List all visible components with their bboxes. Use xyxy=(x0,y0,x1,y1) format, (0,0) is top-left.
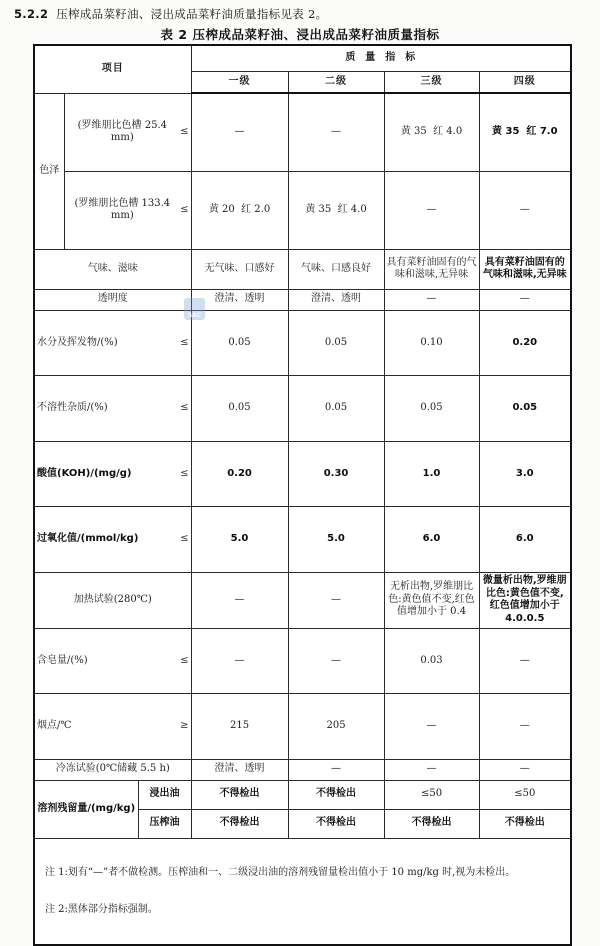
quality-header-cell: 质 量 指 标 xyxy=(191,45,571,71)
less-equal-sign: ≤ xyxy=(180,654,189,666)
value-cell: — xyxy=(191,93,288,171)
row-label: 酸值(KOH)/(mg/g) xyxy=(37,467,132,479)
value-cell: ≤50 xyxy=(479,780,571,809)
value-cell: 澄清、透明 xyxy=(288,289,384,310)
value-cell: — xyxy=(191,628,288,694)
value-cell: 0.10 xyxy=(384,310,479,376)
note-line-1: 注 1:划有“—”者不做检测。压榨油和一、二级浸出油的溶剂残留量检出值小于 10 mg/kg 时,视为未检出。 xyxy=(45,866,516,878)
table-row-acid-value xyxy=(34,441,571,507)
value-cell: 具有菜籽油固有的气味和滋味,无异味 xyxy=(479,249,571,289)
table-row-color-1 xyxy=(34,93,571,171)
greater-equal-sign: ≥ xyxy=(180,720,189,731)
table-row-impurity xyxy=(34,376,571,442)
row-sub-label: 压榨油 xyxy=(138,809,191,838)
value-cell: 黄 35 红 7.0 xyxy=(479,93,571,171)
value-cell: 无气味、口感好 xyxy=(191,249,288,289)
value-cell: 0.30 xyxy=(288,441,384,507)
row-label-cell xyxy=(34,694,191,760)
less-equal-sign: ≤ xyxy=(180,402,189,413)
value-cell: 0.05 xyxy=(191,376,288,442)
notes-cell xyxy=(34,838,571,945)
value-cell: 5.0 xyxy=(191,507,288,573)
row-label-cell xyxy=(64,171,191,249)
row-label-cell xyxy=(64,93,191,171)
header-row-1 xyxy=(34,45,571,71)
value-cell: 微量析出物,罗维朋比色:黄色值不变,红色值增加小于 4.0.0.5 xyxy=(479,572,571,628)
row-label-cell: 冷冻试验(0℃储藏 5.5 h) xyxy=(34,759,191,780)
less-equal-sign: ≤ xyxy=(180,336,189,348)
value-cell: — xyxy=(479,171,571,249)
table-row-clarity xyxy=(34,289,571,310)
less-equal-sign: ≤ xyxy=(180,533,189,544)
row-group-label: 溶剂残留量/(mg/kg) xyxy=(34,780,138,838)
value-cell: — xyxy=(288,93,384,171)
value-cell: 气味、口感良好 xyxy=(288,249,384,289)
row-label-cell xyxy=(34,507,191,573)
value-cell: 黄 35 红 4.0 xyxy=(288,171,384,249)
value-cell: — xyxy=(384,289,479,310)
less-equal-sign: ≤ xyxy=(180,467,189,479)
section-number: 5.2.2 xyxy=(14,7,49,21)
value-cell: — xyxy=(384,171,479,249)
row-label-cell: 加热试验(280℃) xyxy=(34,572,191,628)
table-row-soap-content xyxy=(34,628,571,694)
value-cell: — xyxy=(288,759,384,780)
row-label-cell xyxy=(34,310,191,376)
value-cell: 0.05 xyxy=(288,376,384,442)
value-cell: 205 xyxy=(288,694,384,760)
row-label: 含皂量/(%) xyxy=(37,654,88,666)
value-cell: 0.05 xyxy=(479,376,571,442)
row-label: 不溶性杂质/(%) xyxy=(37,402,108,413)
row-group-label: 色泽 xyxy=(34,93,64,249)
sac-watermark-text: SAC xyxy=(187,312,202,319)
row-label: (罗维朋比色槽 25.4 mm) xyxy=(77,119,171,143)
table-title: 表 2 压榨成品菜籽油、浸出成品菜籽油质量指标 xyxy=(160,27,440,42)
quality-indicator-table xyxy=(33,44,572,946)
value-cell: — xyxy=(479,289,571,310)
item-header-cell: 项目 xyxy=(34,45,191,93)
value-cell: 0.03 xyxy=(384,628,479,694)
table-row-moisture xyxy=(34,310,571,376)
table-row-color-2 xyxy=(34,171,571,249)
value-cell: 不得检出 xyxy=(384,809,479,838)
value-cell: ≤50 xyxy=(384,780,479,809)
table-row-freeze-test xyxy=(34,759,571,780)
row-label-cell xyxy=(34,628,191,694)
row-label-cell: 气味、滋味 xyxy=(34,249,191,289)
grade-header-cell: 一级 xyxy=(191,71,288,93)
value-cell: — xyxy=(288,572,384,628)
value-cell: 3.0 xyxy=(479,441,571,507)
row-label-cell xyxy=(34,441,191,507)
value-cell: — xyxy=(288,628,384,694)
value-cell: 黄 20 红 2.0 xyxy=(191,171,288,249)
value-cell: 6.0 xyxy=(384,507,479,573)
section-heading xyxy=(14,6,327,22)
less-equal-sign: ≤ xyxy=(180,125,189,137)
value-cell: — xyxy=(384,759,479,780)
table-row-notes xyxy=(34,838,571,945)
value-cell: 0.20 xyxy=(191,441,288,507)
value-cell: 0.20 xyxy=(479,310,571,376)
value-cell: 0.05 xyxy=(288,310,384,376)
value-cell: 无析出物,罗维朋比色:黄色值不变,红色值增加小于 0.4 xyxy=(384,572,479,628)
value-cell: 澄清、透明 xyxy=(191,289,288,310)
row-label: 烟点/℃ xyxy=(37,720,72,731)
table-row-peroxide-value xyxy=(34,507,571,573)
value-cell: — xyxy=(384,694,479,760)
value-cell: — xyxy=(479,694,571,760)
value-cell: 0.05 xyxy=(191,310,288,376)
row-label-cell: 透明度 xyxy=(34,289,191,310)
value-cell: 215 xyxy=(191,694,288,760)
row-label: 过氧化值/(mmol/kg) xyxy=(37,533,139,544)
value-cell: 具有菜籽油固有的气味和滋味,无异味 xyxy=(384,249,479,289)
value-cell: 不得检出 xyxy=(191,809,288,838)
table-row-solvent-extracted xyxy=(34,780,571,809)
row-label-cell xyxy=(34,376,191,442)
row-sub-label: 浸出油 xyxy=(138,780,191,809)
less-equal-sign: ≤ xyxy=(180,203,189,215)
value-cell: 澄清、透明 xyxy=(191,759,288,780)
grade-header-cell: 二级 xyxy=(288,71,384,93)
value-cell: — xyxy=(479,628,571,694)
value-cell: 0.05 xyxy=(384,376,479,442)
value-cell: 5.0 xyxy=(288,507,384,573)
row-label: (罗维朋比色槽 133.4 mm) xyxy=(74,197,174,221)
table-row-odor xyxy=(34,249,571,289)
value-cell: 不得检出 xyxy=(479,809,571,838)
note-line-2: 注 2:黑体部分指标强制。 xyxy=(45,904,158,915)
value-cell: — xyxy=(191,572,288,628)
table-row-smoke-point xyxy=(34,694,571,760)
table-row-heating-test xyxy=(34,572,571,628)
value-cell: — xyxy=(479,759,571,780)
value-cell: 不得检出 xyxy=(191,780,288,809)
value-cell: 不得检出 xyxy=(288,809,384,838)
row-label: 水分及挥发物/(%) xyxy=(37,336,118,348)
value-cell: 黄 35 红 4.0 xyxy=(384,93,479,171)
value-cell: 1.0 xyxy=(384,441,479,507)
grade-header-cell: 四级 xyxy=(479,71,571,93)
section-text: 压榨成品菜籽油、浸出成品菜籽油质量指标见表 2。 xyxy=(56,7,328,21)
value-cell: 6.0 xyxy=(479,507,571,573)
grade-header-cell: 三级 xyxy=(384,71,479,93)
value-cell: 不得检出 xyxy=(288,780,384,809)
